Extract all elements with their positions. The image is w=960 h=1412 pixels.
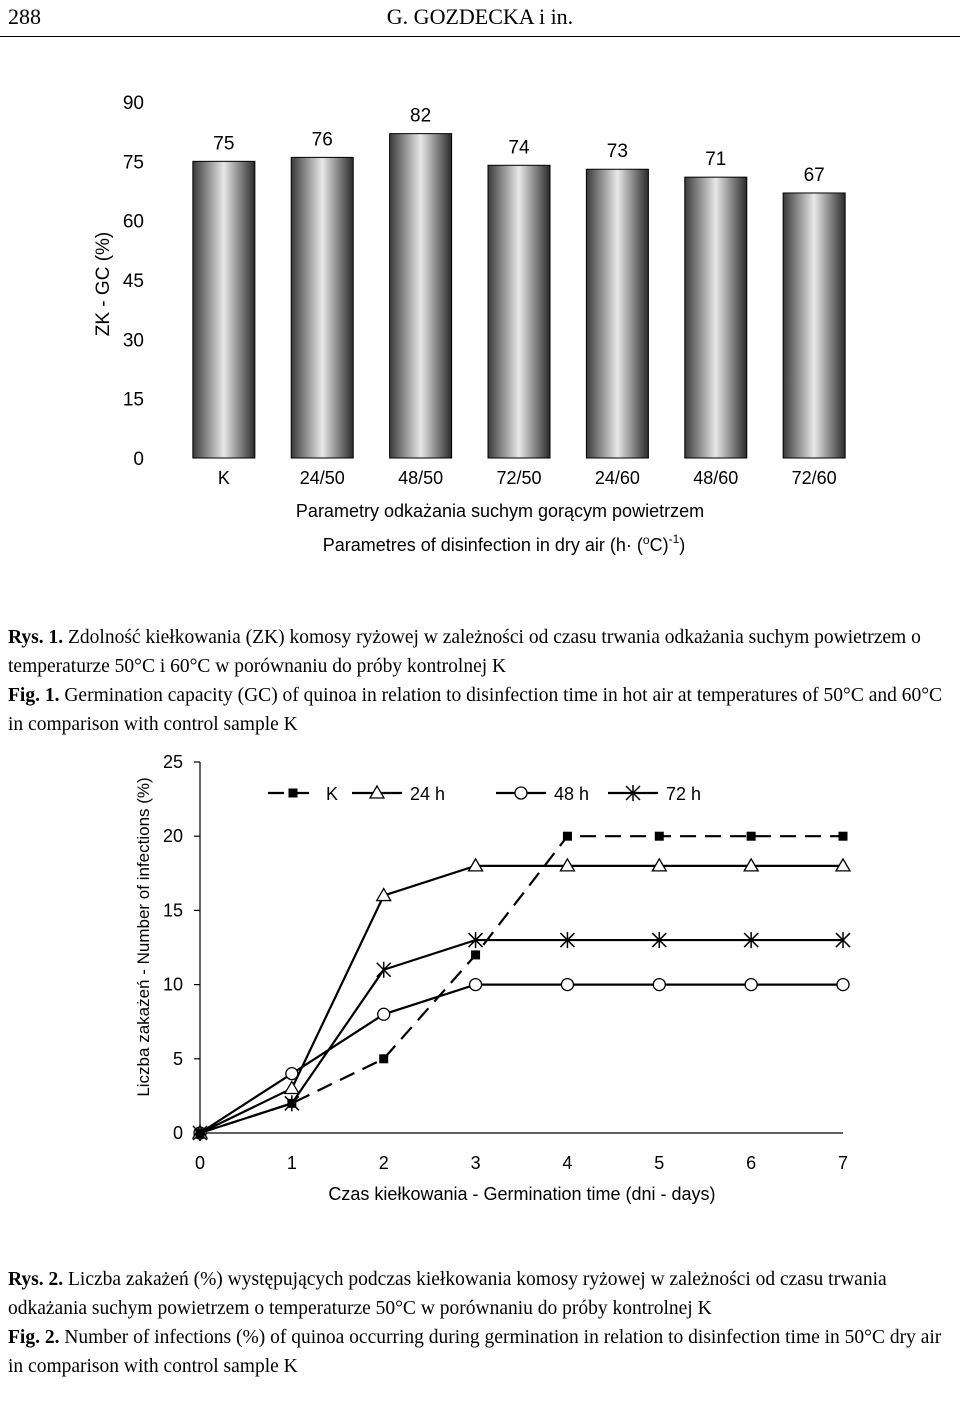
figure1-caption-en [8, 681, 952, 739]
fig2-point-marker [287, 1099, 296, 1108]
page-number: 288 [8, 4, 41, 29]
fig2-y-tick-label: 0 [172, 1123, 183, 1143]
figure1-caption-pl-text: Zdolność kiełkowania (ZK) komosy ryżowej w zależności od czasu trwania odkażania suchym powietrzem o temperaturze 50°C i 60°C w porównaniu do próby kontrolnej K [8, 627, 921, 677]
fig1-data-label: 74 [508, 137, 530, 159]
fig1-y-axis [123, 93, 144, 470]
fig2-legend-item [268, 784, 338, 804]
fig2-x-tick-label: 5 [654, 1153, 665, 1173]
figure2-caption-pl-label: Rys. 2. [8, 1269, 64, 1290]
fig2-point-marker [377, 962, 391, 978]
fig1-bar [783, 193, 845, 458]
fig2-y-axis-title: Liczba zakażeń - Number of infections (%) [134, 777, 153, 1097]
fig1-bar [390, 134, 452, 458]
fig2-point-marker [653, 979, 665, 991]
fig1-x-tick-label: 48/50 [398, 468, 444, 488]
fig2-legend-label: 48 h [554, 784, 590, 804]
fig2-series-asterisk [193, 932, 850, 1141]
fig1-bar [685, 177, 747, 458]
fig1-bar [586, 169, 648, 458]
fig1-x-tick-label: K [217, 468, 230, 488]
fig2-x-tick-label: 0 [194, 1153, 206, 1173]
fig1-x-axis-title-en-sup: o [642, 533, 650, 547]
fig1-data-label: 82 [410, 105, 432, 127]
fig1-y-tick-label: 0 [133, 449, 144, 470]
fig2-y-tick-label: 15 [162, 900, 183, 921]
fig2-legend-item [352, 784, 445, 804]
figure2-caption-pl-text: Liczba zakażeń (%) występujących podczas kiełkowania komosy ryżowej w zależności od czasu trwania odkażania suchym powietrzem o temperaturze 50°C w porównaniu do próby kontrolnej K [8, 1269, 887, 1319]
fig2-point-marker [470, 979, 482, 991]
figure1-caption [8, 623, 952, 739]
figure2-line-chart [0, 745, 960, 1215]
fig2-point-marker [378, 1008, 390, 1020]
fig2-x-tick-label: 1 [286, 1153, 297, 1173]
fig1-x-axis-title-en-exp: -1 [668, 532, 680, 546]
figure2-caption-en-text: Number of infections (%) of quinoa occurring during germination in relation to disinfection time in 50°C dry air in comparison with control sample K [8, 1327, 942, 1377]
fig1-x-axis-title-en: Parametres of disinfection in dry air $(h\cdot (^oC)^{-1})$ [322, 532, 686, 555]
fig2-x-tick-label: 6 [746, 1153, 757, 1173]
fig2-series-line [200, 985, 843, 1133]
fig2-point-marker [563, 832, 572, 841]
fig1-bar [193, 161, 255, 458]
fig1-x-tick-labels [218, 468, 837, 488]
fig1-x-axis-title-en-text: Parametres of disinfection in dry air (h [322, 535, 626, 555]
fig1-x-tick-label: 24/50 [299, 468, 345, 488]
fig1-x-axis-title-pl: Parametry odkażania suchym gorącym powietrzem [295, 501, 705, 521]
fig2-point-marker [745, 979, 757, 991]
fig1-data-label: 67 [803, 164, 825, 186]
fig1-y-tick-label: 60 [122, 211, 144, 233]
fig1-data-label: 71 [705, 149, 727, 171]
fig2-point-marker [379, 1054, 388, 1063]
figure2-caption [8, 1265, 952, 1381]
figure2-caption-pl [8, 1265, 952, 1323]
fig1-y-tick-label: 45 [122, 271, 144, 292]
fig2-y-tick-label: 20 [162, 826, 183, 847]
fig1-data-label: 75 [213, 133, 235, 155]
fig2-legend-label: 72 h [666, 784, 702, 804]
fig1-x-tick-label: 72/60 [791, 468, 837, 488]
figure1-caption-en-text: Germination capacity (GC) of quinoa in relation to disinfection time in hot air at temperatures of 50°C and 60°C in comparison with control sample K [8, 685, 943, 735]
fig1-data-label: 76 [311, 129, 333, 151]
fig2-legend-label: K [326, 784, 339, 804]
page-header [0, 0, 960, 37]
fig1-x-tick-label: 24/60 [594, 468, 640, 488]
fig2-point-marker [561, 979, 573, 991]
fig2-series [193, 832, 850, 1141]
fig1-y-tick-label: 75 [122, 152, 144, 174]
fig2-series-line [200, 940, 843, 1133]
figure2-caption-en-label: Fig. 2. [8, 1327, 60, 1348]
figure1-bar-chart [0, 80, 960, 580]
figure1-caption-pl-label: Rys. 1. [8, 627, 64, 648]
fig2-y-tick-label: 25 [162, 752, 183, 772]
fig2-legend-marker [515, 787, 527, 799]
fig2-legend-item [608, 784, 701, 804]
figure1-caption-en-label: Fig. 1. [8, 685, 60, 706]
fig1-y-tick-label: 90 [122, 93, 144, 114]
fig2-axes [163, 752, 848, 1173]
fig2-x-tick-label: 3 [470, 1153, 481, 1173]
figure2-caption-en [8, 1323, 952, 1381]
fig2-x-tick-label: 7 [837, 1153, 849, 1173]
fig1-bar [488, 165, 550, 458]
fig1-bar [291, 157, 353, 458]
fig1-bars [193, 134, 845, 458]
fig2-legend-item [496, 784, 589, 804]
fig2-point-marker [837, 979, 849, 991]
figure1-caption-pl [8, 623, 952, 681]
fig1-x-axis-title-en-unit: C) [649, 535, 669, 555]
fig2-y-tick-label: 5 [172, 1048, 183, 1069]
fig2-series-circle [194, 979, 849, 1139]
fig2-point-marker [839, 832, 848, 841]
fig2-y-tick-label: 10 [162, 974, 183, 995]
fig2-point-marker [196, 1129, 205, 1138]
fig2-legend [268, 784, 701, 804]
fig2-x-axis-title: Czas kiełkowania - Germination time (dni - days) [328, 1184, 716, 1204]
fig2-point-marker [655, 832, 664, 841]
fig1-y-tick-label: 30 [122, 330, 144, 352]
fig2-x-tick-label: 4 [562, 1153, 573, 1173]
fig1-data-label: 73 [606, 141, 628, 163]
fig1-x-tick-label: 48/60 [693, 468, 739, 488]
fig2-point-marker [747, 832, 756, 841]
fig2-legend-label: 24 h [410, 784, 446, 804]
running-head: G. GOZDECKA i in. [386, 4, 574, 29]
fig1-y-axis-title: ZK - GC (%) [93, 231, 114, 337]
fig1-x-tick-label: 72/50 [496, 468, 542, 488]
fig2-legend-marker [289, 789, 298, 798]
fig2-point-marker [471, 950, 480, 959]
fig2-point-marker [285, 1081, 299, 1093]
fig2-x-tick-label: 2 [378, 1153, 389, 1173]
fig1-y-tick-label: 15 [122, 389, 144, 411]
